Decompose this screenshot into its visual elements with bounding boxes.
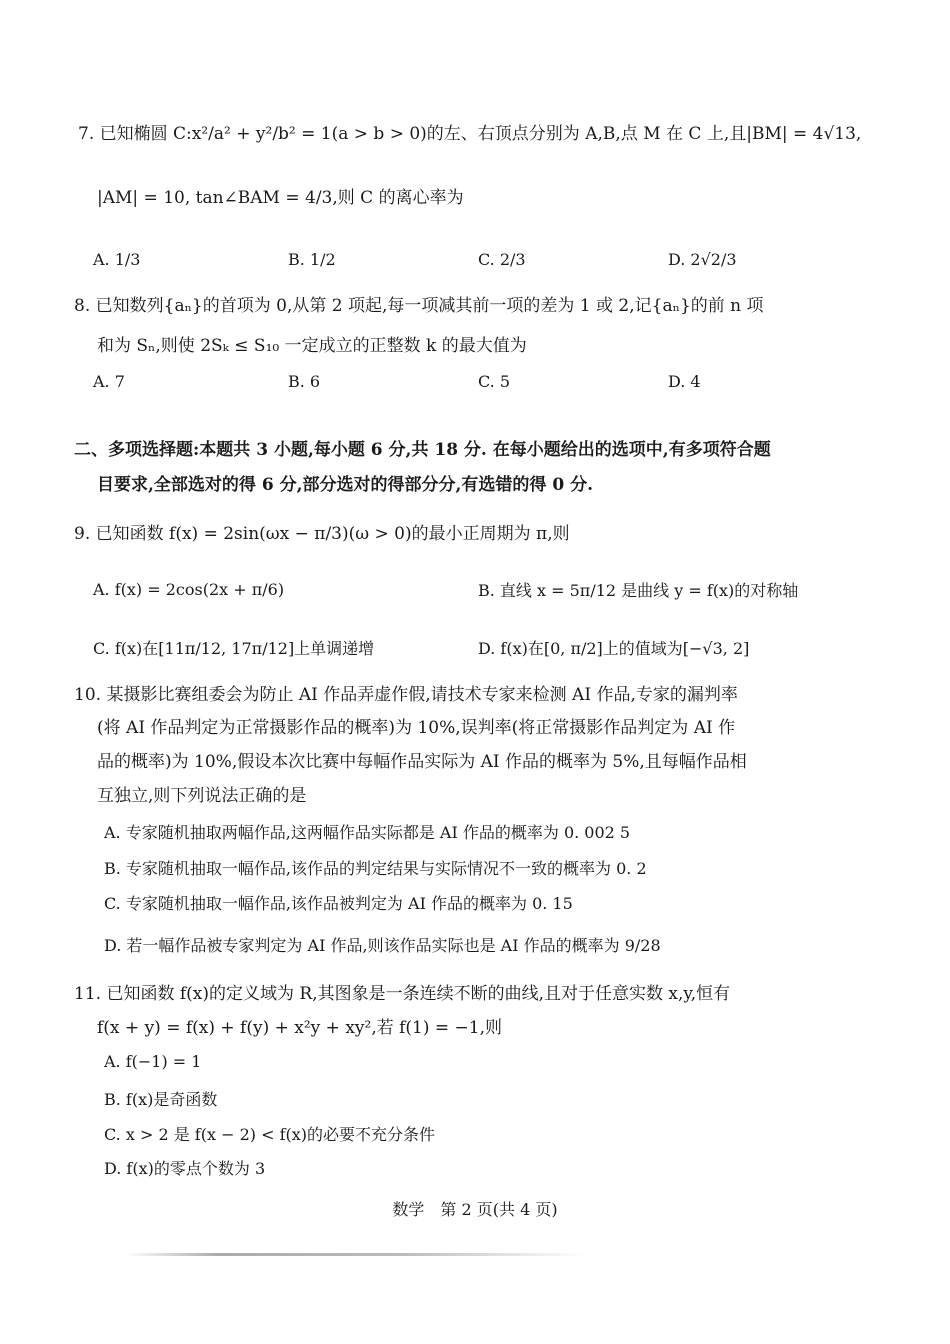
q11-line1: 11. 已知函数 f(x)的定义域为 R,其图象是一条连续不断的曲线,且对于任意实数 x,y,恒有 bbox=[74, 984, 731, 1004]
q8-line2: 和为 Sₙ,则使 2Sₖ ≤ S₁₀ 一定成立的正整数 k 的最大值为 bbox=[97, 336, 527, 356]
q8-line1: 8. 已知数列{aₙ}的首项为 0,从第 2 项起,每一项减其前一项的差为 1 或 2,记{aₙ}的前 n 项 bbox=[74, 296, 764, 316]
q11-option-d: D. f(x)的零点个数为 3 bbox=[104, 1159, 266, 1178]
q7-option-a: A. 1/3 bbox=[93, 250, 141, 269]
q9-stem: 9. 已知函数 f(x) = 2sin(ωx − π/3)(ω > 0)的最小正周期为 π,则 bbox=[74, 524, 570, 544]
q9-option-a: A. f(x) = 2cos(2x + π/6) bbox=[93, 580, 285, 599]
q7-option-b: B. 1/2 bbox=[288, 250, 336, 269]
q11-option-a: A. f(−1) = 1 bbox=[104, 1052, 202, 1071]
q10-option-a: A. 专家随机抽取两幅作品,这两幅作品实际都是 AI 作品的概率为 0. 002 5 bbox=[104, 823, 631, 842]
scan-smudge bbox=[125, 1253, 585, 1256]
q10-option-c: C. 专家随机抽取一幅作品,该作品被判定为 AI 作品的概率为 0. 15 bbox=[104, 894, 573, 913]
q10-line2: (将 AI 作品判定为正常摄影作品的概率)为 10%,误判率(将正常摄影作品判定为 AI 作 bbox=[97, 718, 736, 738]
q10-line3: 品的概率)为 10%,假设本次比赛中每幅作品实际为 AI 作品的概率为 5%,且每幅作品相 bbox=[97, 752, 747, 772]
q9-option-c: C. f(x)在[11π/12, 17π/12]上单调递增 bbox=[93, 639, 375, 658]
q7-line2: |AM| = 10, tan∠BAM = 4/3,则 C 的离心率为 bbox=[97, 188, 464, 208]
q10-line4: 互独立,则下列说法正确的是 bbox=[97, 786, 307, 806]
q11-option-b: B. f(x)是奇函数 bbox=[104, 1090, 218, 1109]
q11-line2: f(x + y) = f(x) + f(y) + x²y + xy²,若 f(1) = −1,则 bbox=[97, 1018, 503, 1038]
q9-option-d: D. f(x)在[0, π/2]上的值域为[−√3, 2] bbox=[478, 639, 750, 658]
section2-heading-line1: 二、多项选择题:本题共 3 小题,每小题 6 分,共 18 分. 在每小题给出的选项中,有多项符合题 bbox=[74, 440, 771, 460]
q8-option-d: D. 4 bbox=[668, 372, 701, 391]
q8-option-a: A. 7 bbox=[93, 372, 125, 391]
page-footer: 数学 第 2 页(共 4 页) bbox=[392, 1200, 558, 1219]
q11-option-c: C. x > 2 是 f(x − 2) < f(x)的必要不充分条件 bbox=[104, 1125, 435, 1144]
section2-heading-line2: 目要求,全部选对的得 6 分,部分选对的得部分分,有选错的得 0 分. bbox=[97, 475, 594, 495]
q9-option-b: B. 直线 x = 5π/12 是曲线 y = f(x)的对称轴 bbox=[478, 581, 799, 600]
q10-option-b: B. 专家随机抽取一幅作品,该作品的判定结果与实际情况不一致的概率为 0. 2 bbox=[104, 859, 647, 878]
q10-option-d: D. 若一幅作品被专家判定为 AI 作品,则该作品实际也是 AI 作品的概率为 9/28 bbox=[104, 936, 661, 955]
q7-line1: 7. 已知椭圆 C:x²/a² + y²/b² = 1(a > b > 0)的左、右顶点分别为 A,B,点 M 在 C 上,且|BM| = 4√13, bbox=[78, 124, 862, 144]
q8-option-b: B. 6 bbox=[288, 372, 321, 391]
q7-option-c: C. 2/3 bbox=[478, 250, 526, 269]
q8-option-c: C. 5 bbox=[478, 372, 511, 391]
q10-line1: 10. 某摄影比赛组委会为防止 AI 作品弄虚作假,请技术专家来检测 AI 作品,专家的漏判率 bbox=[74, 685, 738, 705]
q7-option-d: D. 2√2/3 bbox=[668, 250, 737, 269]
